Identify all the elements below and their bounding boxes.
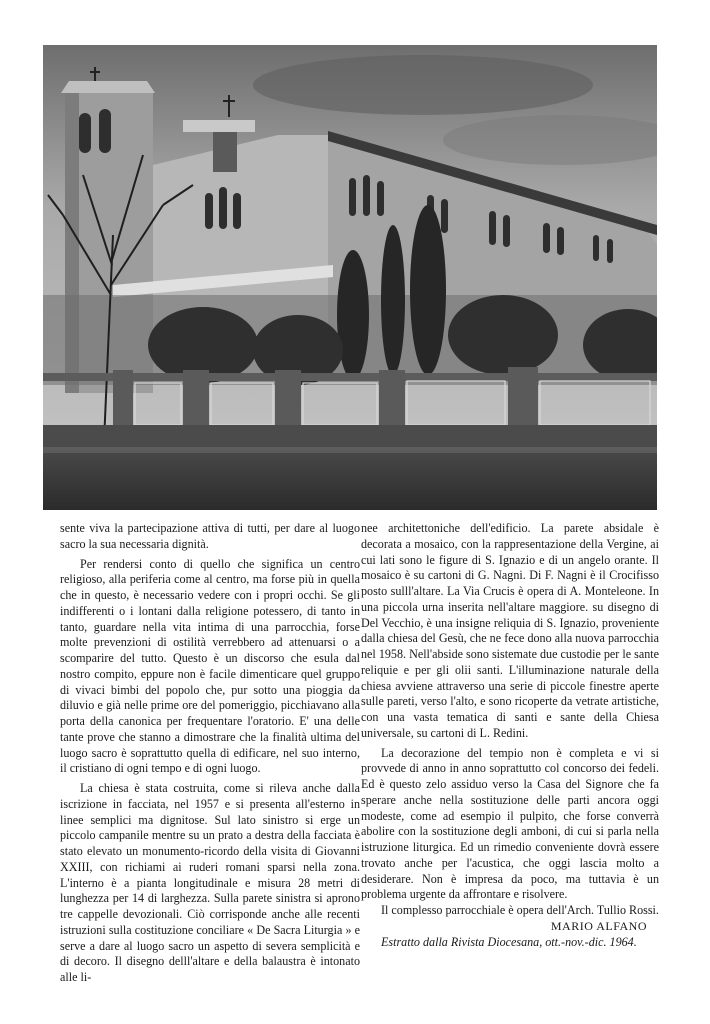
left-text-column (60, 521, 360, 986)
paragraph: sente viva la partecipazione attiva di tutti, per dare al luogo sacro la sua necessaria dignità. (60, 521, 360, 551)
paragraph: La chiesa è stata costruita, come si rileva anche dalla iscrizione in facciata, nel 1957 e si presenta all'esterno in linee semplici ma dignitose. Sul lato sinistro si erge un piccolo campanile mentre su un prato a destra della facciata è stato elevato un monumento-ricordo della visita di Giovanni XXIII, con richiami ai ruderi romani sparsi nella zona. L'interno è a pianta longitudinale e misura 28 metri di lunghezza per 14 di larghezza. Sulla parete sinistra si aprono tre cappelle devozionali. Ciò corrisponde anche alle recenti istruzioni sulla costituzione conciliare « De Sacra Liturgia » e serve a dare al luogo sacro un aspetto di severa semplicità e di decoro. Il disegno delll'altare e della balaustra è intonato alle li- (60, 781, 360, 984)
author-signature: MARIO ALFANO (550, 918, 647, 933)
paragraph: Per rendersi conto di quello che significa un centro religioso, alla periferia come al centro, ma forse più in quella che in questo, è necessario vedere con i propri occhi. Se gli indifferenti o i lontani dalla religione potessero, di tanto in tanto, guardare nella vita intima di una parrocchia, forse molte prevenzioni di ostilità verrebbero ad attenuarsi o a scomparire del tutto. Questo è un discorso che esula dal nostro compito, eppure non è facile dimenticare quel gruppo di vivaci bimbi del popolo che, pur sotto una pioggia da diluvio e già nelle prime ore del pomeriggio, picchiavano alla porta della canonica per frequentare l'oratorio. E' una delle tante prove che stanno a dimostrare che la finalità ultima del luogo sacro è soprattutto quella di edificare, nel suo interno, il cristiano di ogni tempo e di ogni luogo. (60, 556, 360, 776)
church-photograph (43, 45, 657, 510)
right-text-column (361, 521, 659, 950)
church-photo-icon (43, 45, 657, 510)
paragraph: La decorazione del tempio non è completa e vi si provvede di anno in anno soprattutto col concorso dei fedeli. Ed è questo zelo assiduo verso la Casa del Signore che fa sperare anche nella sostituzione delle parti ancora oggi modeste, come ad esempio il pulpito, che forse converrà abolire con la sostituzione degli amboni, di cui si parla nella istruzione liturgica. Ed un rimedio conveniente dovrà essere trovato anche per l'acustica, che oggi lascia molto a desiderare. Non è impresa da poco, ma tuttavia è un problema urgente da affrontare e risolvere. (361, 745, 659, 902)
source-citation: Estratto dalla Rivista Diocesana, ott.-nov.-dic. 1964. (381, 934, 637, 949)
paragraph: Il complesso parrocchiale è opera dell'Arch. Tullio Rossi. (381, 903, 659, 917)
paragraph: nee architettoniche dell'edificio. La parete absidale è decorata a mosaico, con la rappresentazione della Vergine, ai cui lati sono le figure di S. Ignazio e di un angelo orante. Il mosaico è su cartoni di G. Nagni. Di F. Nagni è il Crocifisso posto sulll'altare. La Via Crucis è opera di A. Monteleone. In una piccola urna inserita nell'altare maggiore. su disegno di Del Vecchio, è una insigne reliquia di S. Ignazio, proveniente dalla chiesa del Gesù, che ne fece dono alla nuova parrocchia nel 1958. Nell'abside sono sistemate due custodie per le sante reliquie e per gli olii santi. L'illuminazione naturale della chiesa avviene attraverso una serie di piccole finestre aperte sulle pareti, verso l'alto, e sono ricoperte da vetrate artistiche, con una vasta tematica di santi e sante della Chiesa universale, su cartoni di L. Redini. (361, 521, 659, 740)
